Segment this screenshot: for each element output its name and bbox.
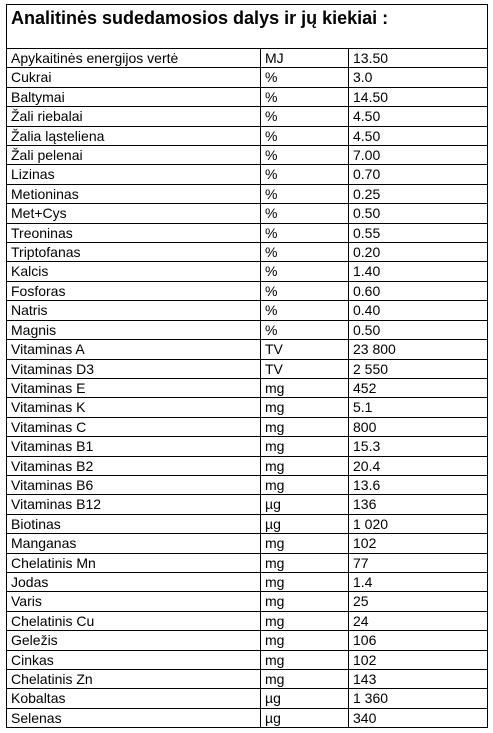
unit-cell: % bbox=[261, 320, 349, 339]
value-cell: 340 bbox=[349, 708, 488, 727]
table-body bbox=[7, 49, 488, 728]
table-row bbox=[7, 631, 488, 650]
nutrient-name-cell: Žali riebalai bbox=[7, 107, 261, 126]
table-row bbox=[7, 417, 488, 436]
nutrient-name-cell: Vitaminas B6 bbox=[7, 475, 261, 494]
unit-cell: TV bbox=[261, 340, 349, 359]
value-cell: 13.6 bbox=[349, 475, 488, 494]
unit-cell: % bbox=[261, 262, 349, 281]
nutrient-name-cell: Lizinas bbox=[7, 165, 261, 184]
table-row bbox=[7, 340, 488, 359]
unit-cell: mg bbox=[261, 398, 349, 417]
unit-cell: % bbox=[261, 301, 349, 320]
value-cell: 0.50 bbox=[349, 320, 488, 339]
unit-cell: mg bbox=[261, 456, 349, 475]
unit-cell: % bbox=[261, 68, 349, 87]
table-row bbox=[7, 243, 488, 262]
unit-cell: µg bbox=[261, 708, 349, 727]
value-cell: 3.0 bbox=[349, 68, 488, 87]
nutrient-name-cell: Vitaminas B2 bbox=[7, 456, 261, 475]
nutrient-name-cell: Vitaminas K bbox=[7, 398, 261, 417]
nutrient-name-cell: Žalia ląsteliena bbox=[7, 126, 261, 145]
unit-cell: µg bbox=[261, 689, 349, 708]
nutrient-name-cell: Metioninas bbox=[7, 184, 261, 203]
nutrient-name-cell: Chelatinis Mn bbox=[7, 553, 261, 572]
table-row bbox=[7, 49, 488, 68]
value-cell: 102 bbox=[349, 650, 488, 669]
nutrient-name-cell: Vitaminas C bbox=[7, 417, 261, 436]
composition-table bbox=[6, 4, 488, 728]
unit-cell: mg bbox=[261, 475, 349, 494]
table-title: Analitinės sudedamosios dalys ir jų kiekiai : bbox=[7, 5, 488, 49]
nutrient-name-cell: Manganas bbox=[7, 534, 261, 553]
value-cell: 1.40 bbox=[349, 262, 488, 281]
nutrient-name-cell: Varis bbox=[7, 592, 261, 611]
nutrient-name-cell: Fosforas bbox=[7, 281, 261, 300]
nutrient-name-cell: Chelatinis Cu bbox=[7, 611, 261, 630]
nutrient-name-cell: Natris bbox=[7, 301, 261, 320]
table-row bbox=[7, 611, 488, 630]
unit-cell: % bbox=[261, 281, 349, 300]
table-row bbox=[7, 437, 488, 456]
table-row bbox=[7, 359, 488, 378]
value-cell: 7.00 bbox=[349, 146, 488, 165]
value-cell: 0.50 bbox=[349, 204, 488, 223]
unit-cell: mg bbox=[261, 534, 349, 553]
table-row bbox=[7, 165, 488, 184]
value-cell: 0.20 bbox=[349, 243, 488, 262]
table-row bbox=[7, 281, 488, 300]
table-row bbox=[7, 495, 488, 514]
nutrient-name-cell: Geležis bbox=[7, 631, 261, 650]
nutrient-name-cell: Vitaminas B12 bbox=[7, 495, 261, 514]
unit-cell: mg bbox=[261, 650, 349, 669]
unit-cell: % bbox=[261, 146, 349, 165]
table-row bbox=[7, 320, 488, 339]
unit-cell: µg bbox=[261, 514, 349, 533]
table-row bbox=[7, 592, 488, 611]
value-cell: 0.70 bbox=[349, 165, 488, 184]
nutrient-name-cell: Kobaltas bbox=[7, 689, 261, 708]
nutrient-name-cell: Baltymai bbox=[7, 87, 261, 106]
nutrient-name-cell: Vitaminas D3 bbox=[7, 359, 261, 378]
table-row bbox=[7, 262, 488, 281]
table-row bbox=[7, 456, 488, 475]
unit-cell: % bbox=[261, 165, 349, 184]
value-cell: 5.1 bbox=[349, 398, 488, 417]
value-cell: 15.3 bbox=[349, 437, 488, 456]
value-cell: 4.50 bbox=[349, 126, 488, 145]
unit-cell: mg bbox=[261, 670, 349, 689]
nutrient-name-cell: Apykaitinės energijos vertė bbox=[7, 49, 261, 68]
value-cell: 2 550 bbox=[349, 359, 488, 378]
table-row bbox=[7, 223, 488, 242]
value-cell: 102 bbox=[349, 534, 488, 553]
value-cell: 23 800 bbox=[349, 340, 488, 359]
unit-cell: % bbox=[261, 126, 349, 145]
value-cell: 77 bbox=[349, 553, 488, 572]
unit-cell: % bbox=[261, 87, 349, 106]
value-cell: 1 020 bbox=[349, 514, 488, 533]
value-cell: 0.40 bbox=[349, 301, 488, 320]
unit-cell: % bbox=[261, 223, 349, 242]
table-row bbox=[7, 572, 488, 591]
table-row bbox=[7, 87, 488, 106]
unit-cell: mg bbox=[261, 378, 349, 397]
value-cell: 20.4 bbox=[349, 456, 488, 475]
unit-cell: % bbox=[261, 243, 349, 262]
nutrient-name-cell: Cinkas bbox=[7, 650, 261, 669]
table-row bbox=[7, 514, 488, 533]
nutrient-name-cell: Triptofanas bbox=[7, 243, 261, 262]
value-cell: 800 bbox=[349, 417, 488, 436]
table-row bbox=[7, 301, 488, 320]
unit-cell: mg bbox=[261, 611, 349, 630]
unit-cell: mg bbox=[261, 592, 349, 611]
table-row bbox=[7, 670, 488, 689]
title-row bbox=[7, 5, 488, 49]
value-cell: 4.50 bbox=[349, 107, 488, 126]
value-cell: 13.50 bbox=[349, 49, 488, 68]
value-cell: 452 bbox=[349, 378, 488, 397]
value-cell: 1 360 bbox=[349, 689, 488, 708]
nutrient-name-cell: Met+Cys bbox=[7, 204, 261, 223]
table-row bbox=[7, 553, 488, 572]
table-row bbox=[7, 708, 488, 727]
unit-cell: mg bbox=[261, 417, 349, 436]
unit-cell: µg bbox=[261, 495, 349, 514]
value-cell: 1.4 bbox=[349, 572, 488, 591]
unit-cell: mg bbox=[261, 572, 349, 591]
value-cell: 0.55 bbox=[349, 223, 488, 242]
table-row bbox=[7, 107, 488, 126]
table-row bbox=[7, 650, 488, 669]
table-row bbox=[7, 126, 488, 145]
value-cell: 25 bbox=[349, 592, 488, 611]
value-cell: 0.25 bbox=[349, 184, 488, 203]
nutrient-name-cell: Kalcis bbox=[7, 262, 261, 281]
table-row bbox=[7, 204, 488, 223]
unit-cell: mg bbox=[261, 437, 349, 456]
nutrient-name-cell: Žali pelenai bbox=[7, 146, 261, 165]
unit-cell: MJ bbox=[261, 49, 349, 68]
table-row bbox=[7, 68, 488, 87]
unit-cell: % bbox=[261, 204, 349, 223]
value-cell: 136 bbox=[349, 495, 488, 514]
nutrient-name-cell: Biotinas bbox=[7, 514, 261, 533]
unit-cell: % bbox=[261, 107, 349, 126]
value-cell: 143 bbox=[349, 670, 488, 689]
nutrient-name-cell: Magnis bbox=[7, 320, 261, 339]
nutrient-name-cell: Treoninas bbox=[7, 223, 261, 242]
value-cell: 24 bbox=[349, 611, 488, 630]
nutrient-name-cell: Chelatinis Zn bbox=[7, 670, 261, 689]
nutrient-name-cell: Cukrai bbox=[7, 68, 261, 87]
nutrient-name-cell: Vitaminas E bbox=[7, 378, 261, 397]
unit-cell: % bbox=[261, 184, 349, 203]
table-row bbox=[7, 689, 488, 708]
unit-cell: TV bbox=[261, 359, 349, 378]
table-row bbox=[7, 398, 488, 417]
value-cell: 106 bbox=[349, 631, 488, 650]
table-row bbox=[7, 534, 488, 553]
document bbox=[6, 4, 487, 728]
value-cell: 0.60 bbox=[349, 281, 488, 300]
table-row bbox=[7, 184, 488, 203]
unit-cell: mg bbox=[261, 553, 349, 572]
unit-cell: mg bbox=[261, 631, 349, 650]
table-row bbox=[7, 146, 488, 165]
value-cell: 14.50 bbox=[349, 87, 488, 106]
nutrient-name-cell: Selenas bbox=[7, 708, 261, 727]
nutrient-name-cell: Jodas bbox=[7, 572, 261, 591]
table-row bbox=[7, 475, 488, 494]
nutrient-name-cell: Vitaminas A bbox=[7, 340, 261, 359]
nutrient-name-cell: Vitaminas B1 bbox=[7, 437, 261, 456]
table-row bbox=[7, 378, 488, 397]
